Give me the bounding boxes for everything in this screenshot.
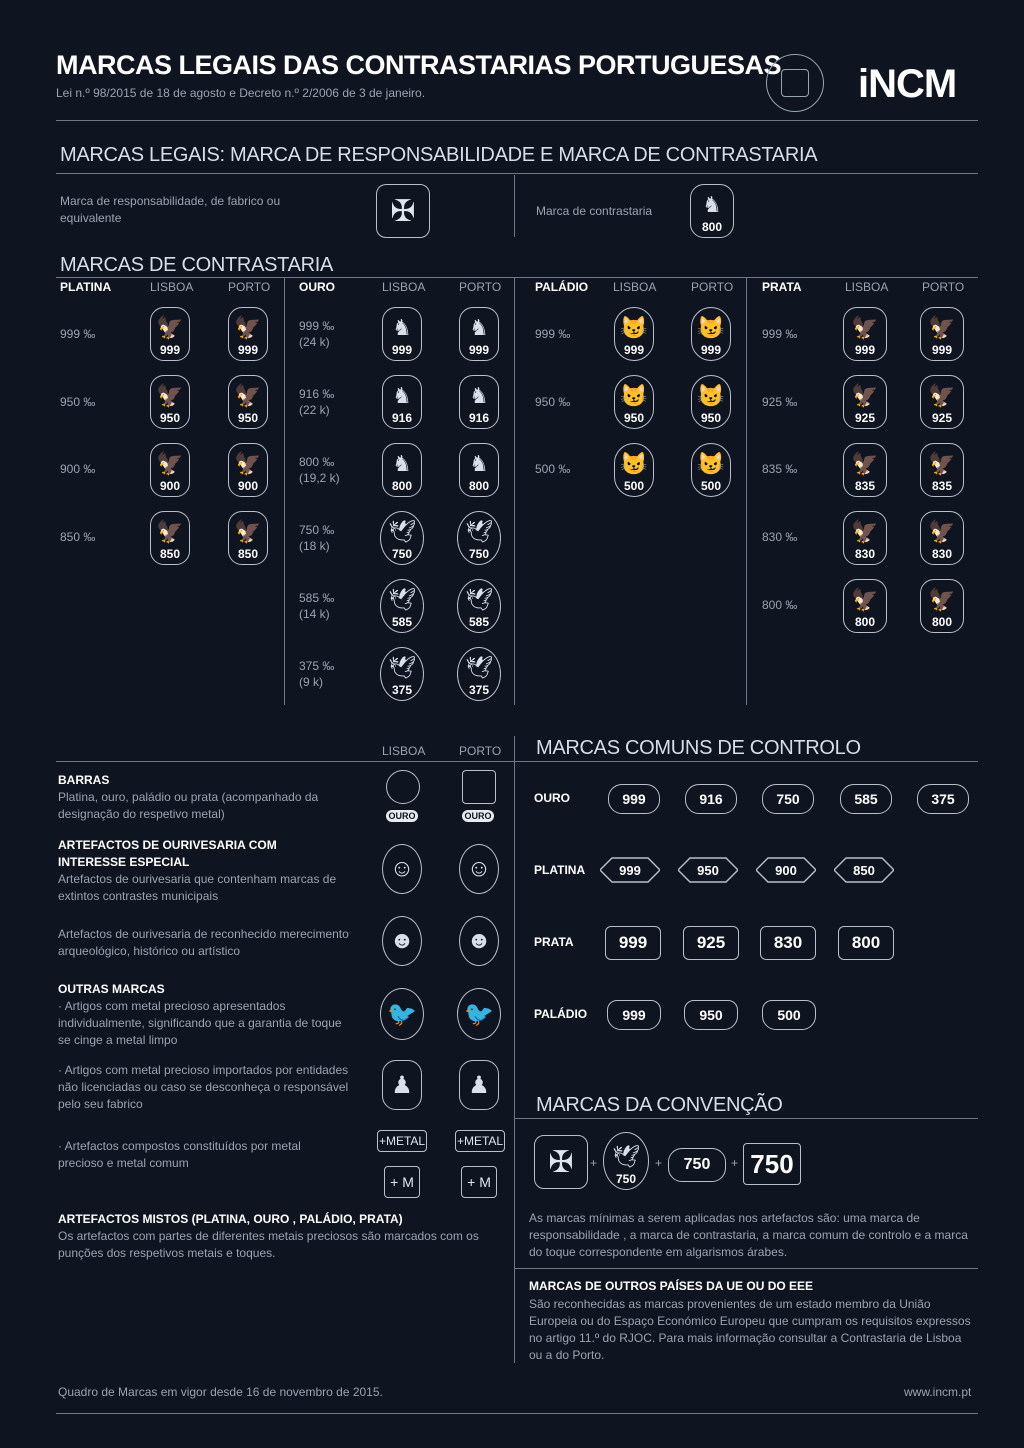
section-title-common-marks: MARCAS COMUNS DE CONTROLO xyxy=(536,737,861,759)
incm-logo: iNCM xyxy=(858,62,957,106)
mark-value: 800 xyxy=(854,615,876,629)
mark-value: 999 xyxy=(931,343,953,357)
prata-830-label: 830 ‰ xyxy=(762,530,798,544)
mark-value: 916 xyxy=(391,411,413,425)
mark-value: 999 xyxy=(623,343,645,357)
footer-note: Quadro de Marcas em vigor desde 16 de novembro de 2015. xyxy=(58,1385,383,1399)
column-lisboa: LISBOA xyxy=(382,280,426,294)
mark-value: 585 xyxy=(391,615,413,629)
mark-value: 800 xyxy=(468,479,490,493)
mark-value: 900 xyxy=(237,479,259,493)
column-porto: PORTO xyxy=(459,744,502,758)
divider xyxy=(514,1268,978,1269)
cat-head-icon: 😼 xyxy=(620,383,648,408)
eagle-icon: 🦅 xyxy=(234,315,262,340)
eagle-head-icon: 🦅 xyxy=(851,383,879,408)
mark-value: 950 xyxy=(237,411,259,425)
divider xyxy=(56,277,978,278)
other-countries-title: MARCAS DE OUTROS PAÍSES DA UE OU DO EEE xyxy=(529,1279,814,1293)
common-paladio-mark: 500 xyxy=(762,1000,816,1030)
mark-value: 850 xyxy=(237,547,259,561)
pigeon-icon: 🐦 xyxy=(380,988,424,1040)
platina-lisboa-mark xyxy=(150,511,190,565)
deer-icon: ♞ xyxy=(702,192,722,217)
convention-fineness-mark: 750 xyxy=(743,1143,801,1185)
outras-text2: · Artigos com metal precioso importados por entidades não licenciadas ou caso se desconheça o responsável pelo seu fabrico xyxy=(58,1063,349,1111)
coat-of-arms-icon xyxy=(766,54,824,112)
mark-value: 830 xyxy=(931,547,953,561)
common-paladio-mark: 950 xyxy=(684,1000,738,1030)
column-porto: PORTO xyxy=(691,280,734,294)
responsibility-cross-icon: ✠ xyxy=(376,184,430,238)
common-prata-mark: 830 xyxy=(760,926,816,960)
cat-head-icon: 😼 xyxy=(620,315,648,340)
responsibility-mark-label: Marca de responsabilidade, de fabrico ou equivalente xyxy=(60,194,281,225)
mark-value: 585 xyxy=(468,615,490,629)
mark-value: 375 xyxy=(391,683,413,697)
section-title-contrastaria: MARCAS DE CONTRASTARIA xyxy=(60,254,334,276)
ouro-porto-mark xyxy=(457,511,501,565)
paladio-999-label: 999 ‰ xyxy=(535,327,571,341)
swallow-icon: 🕊 xyxy=(388,655,416,680)
mark-value: 830 xyxy=(854,547,876,561)
eagle-head-icon: 🦅 xyxy=(851,315,879,340)
mark-value: 950 xyxy=(159,411,181,425)
divider xyxy=(56,120,978,121)
mark-value: 999 xyxy=(237,343,259,357)
platina-porto-mark xyxy=(228,307,268,361)
plus-sign: + xyxy=(655,1156,663,1170)
mark-value: 850 xyxy=(159,547,181,561)
common-ouro-mark: 999 xyxy=(608,784,660,814)
prata-porto-mark xyxy=(920,579,964,633)
barras-title: BARRAS xyxy=(58,773,110,787)
divider xyxy=(56,1413,978,1414)
common-paladio-label: PALÁDIO xyxy=(534,1007,588,1021)
ouro-lisboa-mark xyxy=(382,307,422,361)
mark-value: 375 xyxy=(468,683,490,697)
ouro-lisboa-mark xyxy=(380,511,424,565)
section-title-convention: MARCAS DA CONVENÇÃO xyxy=(536,1094,783,1116)
prata-lisboa-mark xyxy=(843,443,887,497)
prata-lisboa-mark xyxy=(843,511,887,565)
pigeon-icon: 🐦 xyxy=(457,988,501,1040)
eagle-head-icon: 🦅 xyxy=(928,451,956,476)
platina-850-label: 850 ‰ xyxy=(60,530,96,544)
barras-text: Platina, ouro, paládio ou prata (acompanhado da designação do respetivo metal) xyxy=(58,790,319,821)
head-profile-icon: ☺ xyxy=(459,844,499,894)
mark-value: 835 xyxy=(854,479,876,493)
mark-value: 750 xyxy=(468,547,490,561)
common-platina-mark: 900 xyxy=(756,856,816,884)
artefactos-text1: Artefactos de ourivesaria que contenham marcas de extintos contrastes municipais xyxy=(58,872,337,903)
ouro-916-karat: (22 k) xyxy=(299,403,330,417)
swallow-icon: 🕊 xyxy=(612,1144,640,1169)
common-platina-label: PLATINA xyxy=(534,863,586,877)
common-ouro-label: OURO xyxy=(534,791,570,805)
ouro-800-karat: (19,2 k) xyxy=(299,471,340,485)
mark-value: 925 xyxy=(931,411,953,425)
barras-porto-tag: OURO xyxy=(462,810,494,822)
stork-head-icon: ♟ xyxy=(382,1060,422,1110)
ouro-porto-mark xyxy=(457,579,501,633)
prata-porto-mark xyxy=(920,511,964,565)
ouro-porto-mark xyxy=(459,443,499,497)
plus-sign: + xyxy=(590,1156,598,1170)
ouro-375-karat: (9 k) xyxy=(299,675,323,689)
column-lisboa: LISBOA xyxy=(150,280,194,294)
ouro-800-label: 800 ‰ xyxy=(299,455,335,469)
ouro-916-label: 916 ‰ xyxy=(299,387,335,401)
metal-porto-tag: +METAL xyxy=(455,1130,505,1152)
prata-800-label: 800 ‰ xyxy=(762,598,798,612)
swallow-icon: 🕊 xyxy=(465,519,493,544)
paladio-porto-mark xyxy=(691,375,731,429)
deer-icon: ♞ xyxy=(392,315,412,340)
cat-head-icon: 😼 xyxy=(697,451,725,476)
section-title-legal-marks: MARCAS LEGAIS: MARCA DE RESPONSABILIDADE E MARCA DE CONTRASTARIA xyxy=(60,144,818,166)
ouro-lisboa-mark xyxy=(382,443,422,497)
convention-control-mark: 750 xyxy=(668,1148,726,1182)
common-ouro-mark: 375 xyxy=(917,784,969,814)
paladio-500-label: 500 ‰ xyxy=(535,462,571,476)
cat-head-icon: 😼 xyxy=(620,451,648,476)
platina-lisboa-mark xyxy=(150,443,190,497)
common-prata-label: PRATA xyxy=(534,935,574,949)
convention-text: As marcas mínimas a serem aplicadas nos artefactos são: uma marca de responsabilidade , a marca de contrastaria, a marca comum de controlo e a marca do toque correspondente em algarismos árabes. xyxy=(529,1211,968,1259)
common-prata-mark: 999 xyxy=(605,926,661,960)
divider xyxy=(514,761,978,762)
divider xyxy=(284,277,285,705)
common-ouro-mark: 585 xyxy=(840,784,892,814)
common-platina-mark: 950 xyxy=(678,856,738,884)
head-profile-icon: ☺ xyxy=(382,844,422,894)
barras-porto-mark xyxy=(462,770,496,804)
deer-icon: ♞ xyxy=(469,315,489,340)
ouro-750-karat: (18 k) xyxy=(299,539,330,553)
m-lisboa-tag: + M xyxy=(384,1166,420,1198)
column-lisboa: LISBOA xyxy=(613,280,657,294)
plus-sign: + xyxy=(731,1156,739,1170)
column-porto: PORTO xyxy=(228,280,271,294)
mark-value: 800 xyxy=(931,615,953,629)
deer-icon: ♞ xyxy=(469,451,489,476)
divider xyxy=(514,1118,978,1119)
prata-999-label: 999 ‰ xyxy=(762,327,798,341)
column-lisboa: LISBOA xyxy=(382,744,426,758)
deer-icon: ♞ xyxy=(392,451,412,476)
common-platina-mark: 850 xyxy=(834,856,894,884)
paladio-lisboa-mark xyxy=(614,375,654,429)
ouro-999-label: 999 ‰ xyxy=(299,319,335,333)
deer-icon: ♞ xyxy=(392,383,412,408)
eagle-head-icon: 🦅 xyxy=(928,315,956,340)
barras-lisboa-tag: OURO xyxy=(386,810,418,822)
common-prata-mark: 925 xyxy=(683,926,739,960)
mark-value: 900 xyxy=(159,479,181,493)
prata-925-label: 925 ‰ xyxy=(762,395,798,409)
contrastaria-mark-value: 800 xyxy=(701,220,723,234)
eagle-icon: 🦅 xyxy=(156,451,184,476)
ouro-lisboa-mark xyxy=(380,647,424,701)
column-platina: PLATINA xyxy=(60,280,112,294)
eagle-icon: 🦅 xyxy=(234,383,262,408)
platina-999-label: 999 ‰ xyxy=(60,327,96,341)
platina-lisboa-mark xyxy=(150,375,190,429)
column-porto: PORTO xyxy=(459,280,502,294)
prata-porto-mark xyxy=(920,307,964,361)
cat-head-icon: 😼 xyxy=(697,383,725,408)
page-subtitle: Lei n.º 98/2015 de 18 de agosto e Decreto n.º 2/2006 de 3 de janeiro. xyxy=(56,86,426,100)
laureate-head-icon: ☻ xyxy=(382,916,422,966)
paladio-lisboa-mark xyxy=(614,307,654,361)
prata-lisboa-mark xyxy=(843,307,887,361)
other-countries-text: São reconhecidas as marcas provenientes de um estado membro da União Europeia ou do Espaço Económico Europeu que cumpram os requisitos expressos no artigo 11.º do RJOC. Para mais informação consultar a Contrastaria de Lisboa ou a do Porto. xyxy=(529,1297,971,1362)
ouro-999-karat: (24 k) xyxy=(299,335,330,349)
deer-icon: ♞ xyxy=(469,383,489,408)
mark-value: 950 xyxy=(623,411,645,425)
ouro-lisboa-mark xyxy=(382,375,422,429)
ouro-lisboa-mark xyxy=(380,579,424,633)
paladio-porto-mark xyxy=(691,307,731,361)
outras-text3: · Artefactos compostos constituídos por metal precioso e metal comum xyxy=(58,1139,301,1170)
mark-value: 916 xyxy=(468,411,490,425)
eagle-head-icon: 🦅 xyxy=(928,519,956,544)
common-ouro-mark: 916 xyxy=(685,784,737,814)
swallow-icon: 🕊 xyxy=(465,655,493,680)
stork-head-icon: ♟ xyxy=(459,1060,499,1110)
eagle-head-icon: 🦅 xyxy=(851,587,879,612)
common-prata-mark: 800 xyxy=(838,926,894,960)
platina-porto-mark xyxy=(228,511,268,565)
mark-value: 999 xyxy=(854,343,876,357)
platina-lisboa-mark xyxy=(150,307,190,361)
ouro-porto-mark xyxy=(459,375,499,429)
mark-value: 950 xyxy=(700,411,722,425)
laureate-head-icon: ☻ xyxy=(459,916,499,966)
contrastaria-deer-mark xyxy=(690,184,734,238)
m-porto-tag: + M xyxy=(461,1166,497,1198)
common-ouro-mark: 750 xyxy=(762,784,814,814)
prata-porto-mark xyxy=(920,375,964,429)
column-lisboa: LISBOA xyxy=(845,280,889,294)
divider xyxy=(746,277,747,705)
ouro-375-label: 375 ‰ xyxy=(299,659,335,673)
cat-head-icon: 😼 xyxy=(697,315,725,340)
mark-value: 750 xyxy=(615,1172,637,1186)
column-porto: PORTO xyxy=(922,280,965,294)
contrastaria-mark-label: Marca de contrastaria xyxy=(536,204,653,218)
mark-value: 999 xyxy=(391,343,413,357)
paladio-lisboa-mark xyxy=(614,443,654,497)
paladio-950-label: 950 ‰ xyxy=(535,395,571,409)
divider xyxy=(56,173,978,174)
mark-value: 800 xyxy=(391,479,413,493)
mark-value: 750 xyxy=(391,547,413,561)
eagle-head-icon: 🦅 xyxy=(928,587,956,612)
ouro-750-label: 750 ‰ xyxy=(299,523,335,537)
barras-lisboa-mark xyxy=(386,770,420,804)
mark-value: 500 xyxy=(623,479,645,493)
mark-value: 999 xyxy=(700,343,722,357)
artefactos-title: ARTEFACTOS DE OURIVESARIA COM INTERESSE ESPECIAL xyxy=(58,838,277,869)
eagle-icon: 🦅 xyxy=(156,519,184,544)
eagle-head-icon: 🦅 xyxy=(928,383,956,408)
mistos-title: ARTEFACTOS MISTOS (PLATINA, OURO , PALÁDIO, PRATA) xyxy=(58,1212,403,1226)
mark-value: 500 xyxy=(700,479,722,493)
mistos-text: Os artefactos com partes de diferentes metais preciosos são marcados com os punções dos respetivos metais e toques. xyxy=(58,1229,479,1260)
swallow-icon: 🕊 xyxy=(465,587,493,612)
ouro-porto-mark xyxy=(457,647,501,701)
outras-text1: · Artigos com metal precioso apresentados individualmente, significando que a garantia de toque se cinge a metal limpo xyxy=(58,999,342,1047)
mark-value: 999 xyxy=(159,343,181,357)
ouro-585-label: 585 ‰ xyxy=(299,591,335,605)
metal-lisboa-tag: +METAL xyxy=(377,1130,427,1152)
eagle-icon: 🦅 xyxy=(234,519,262,544)
eagle-icon: 🦅 xyxy=(234,451,262,476)
mark-value: 925 xyxy=(854,411,876,425)
eagle-head-icon: 🦅 xyxy=(851,519,879,544)
swallow-icon: 🕊 xyxy=(388,587,416,612)
convention-cross-icon: ✠ xyxy=(534,1135,588,1189)
prata-lisboa-mark xyxy=(843,375,887,429)
platina-950-label: 950 ‰ xyxy=(60,395,96,409)
eagle-icon: 🦅 xyxy=(156,383,184,408)
artefactos-text2: Artefactos de ourivesaria de reconhecido merecimento arqueológico, histórico ou artístico xyxy=(58,927,349,958)
swallow-icon: 🕊 xyxy=(388,519,416,544)
column-paladio: PALÁDIO xyxy=(535,280,589,294)
common-platina-mark: 999 xyxy=(600,856,660,884)
column-ouro: OURO xyxy=(299,280,335,294)
paladio-porto-mark xyxy=(691,443,731,497)
convention-swallow-mark xyxy=(603,1132,649,1190)
eagle-head-icon: 🦅 xyxy=(851,451,879,476)
divider xyxy=(56,761,514,762)
prata-porto-mark xyxy=(920,443,964,497)
platina-900-label: 900 ‰ xyxy=(60,462,96,476)
outras-title: OUTRAS MARCAS xyxy=(58,982,165,996)
page-title: MARCAS LEGAIS DAS CONTRASTARIAS PORTUGUESAS xyxy=(56,50,782,80)
common-paladio-mark: 999 xyxy=(607,1000,661,1030)
mark-value: 835 xyxy=(931,479,953,493)
divider xyxy=(514,175,515,237)
ouro-porto-mark xyxy=(459,307,499,361)
footer-website-link[interactable]: www.incm.pt xyxy=(904,1385,972,1399)
ouro-585-karat: (14 k) xyxy=(299,607,330,621)
prata-835-label: 835 ‰ xyxy=(762,462,798,476)
prata-lisboa-mark xyxy=(843,579,887,633)
platina-porto-mark xyxy=(228,375,268,429)
divider xyxy=(514,277,515,705)
mark-value: 999 xyxy=(468,343,490,357)
platina-porto-mark xyxy=(228,443,268,497)
eagle-icon: 🦅 xyxy=(156,315,184,340)
column-prata: PRATA xyxy=(762,280,802,294)
